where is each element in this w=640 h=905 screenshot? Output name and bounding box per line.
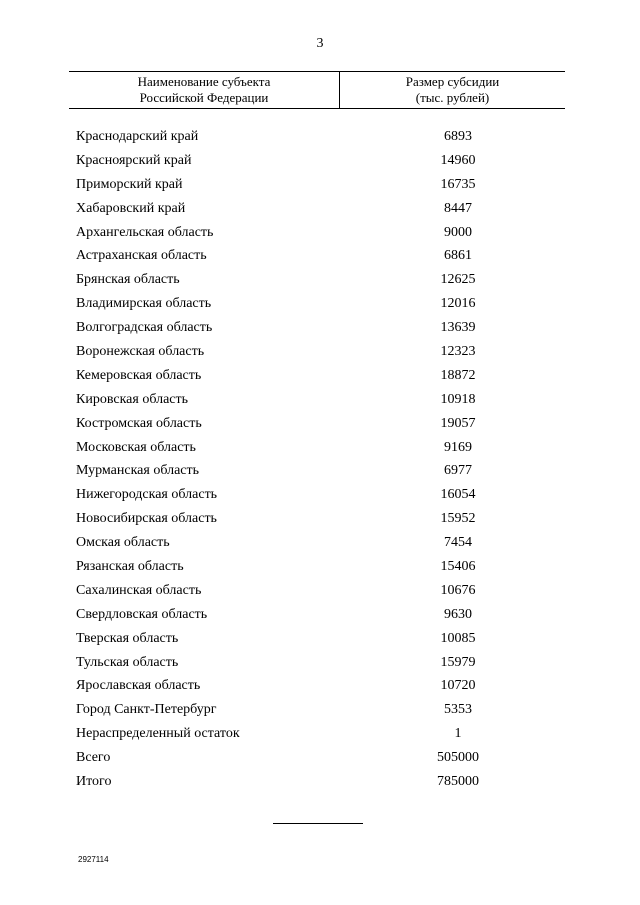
region-name-cell: Нераспределенный остаток — [76, 726, 240, 742]
region-name-cell: Город Санкт-Петербург — [76, 702, 217, 718]
subsidy-amount-cell: 15952 — [440, 511, 476, 527]
region-name-cell: Кемеровская область — [76, 367, 202, 383]
subsidy-amount-cell: 7454 — [444, 535, 472, 551]
subsidy-amount-cell: 9000 — [444, 224, 472, 240]
table-row — [69, 603, 565, 627]
table-row — [69, 459, 565, 483]
region-name-cell: Костромская область — [76, 415, 202, 431]
subsidy-amount-cell: 12016 — [440, 296, 476, 312]
closing-separator-line — [273, 823, 363, 824]
table-header — [69, 71, 565, 109]
region-name-cell: Нижегородская область — [76, 487, 218, 503]
region-name-cell: Новосибирская область — [76, 511, 217, 527]
subsidy-amount-cell: 6893 — [444, 128, 472, 144]
header-region-line2: Российской Федерации — [139, 90, 269, 105]
subsidy-amount-cell: 18872 — [440, 367, 476, 383]
subsidy-amount-cell: 505000 — [437, 750, 479, 766]
header-amount-line1: Размер субсидии — [405, 74, 500, 89]
region-name-cell: Тульская область — [76, 654, 179, 670]
region-name-cell: Итого — [76, 773, 112, 789]
subsidy-amount-cell: 12625 — [440, 272, 476, 288]
table-row — [69, 412, 565, 436]
subsidy-amount-cell: 6861 — [444, 248, 472, 264]
region-name-cell: Волгоградская область — [76, 320, 213, 336]
table-row — [69, 698, 565, 722]
subsidy-amount-cell: 5353 — [444, 702, 472, 718]
header-region-name — [69, 72, 340, 108]
region-name-cell: Рязанская область — [76, 558, 184, 574]
document-code: 2927114 — [78, 855, 109, 864]
region-name-cell: Краснодарский край — [76, 128, 199, 144]
table-row — [69, 651, 565, 675]
subsidy-amount-cell: 10720 — [440, 678, 476, 694]
subsidy-table — [69, 71, 565, 794]
region-name-cell: Свердловская область — [76, 606, 208, 622]
region-name-cell: Тверская область — [76, 630, 179, 646]
subsidy-amount-cell: 9630 — [444, 606, 472, 622]
region-name-cell: Ярославская область — [76, 678, 201, 694]
table-body — [69, 125, 565, 794]
table-row — [69, 746, 565, 770]
subsidy-amount-cell: 10085 — [440, 630, 476, 646]
subsidy-amount-cell: 13639 — [440, 320, 476, 336]
table-row — [69, 436, 565, 460]
region-name-cell: Воронежская область — [76, 343, 205, 359]
region-name-cell: Приморский край — [76, 176, 183, 192]
region-name-cell: Архангельская область — [76, 224, 214, 240]
region-name-cell: Брянская область — [76, 272, 180, 288]
region-name-cell: Омская область — [76, 535, 170, 551]
table-row — [69, 364, 565, 388]
header-region-line1: Наименование субъекта — [137, 74, 271, 89]
table-row — [69, 770, 565, 794]
subsidy-amount-cell: 10918 — [440, 391, 476, 407]
subsidy-amount-cell: 15406 — [440, 558, 476, 574]
table-row — [69, 244, 565, 268]
table-row — [69, 555, 565, 579]
region-name-cell: Владимирская область — [76, 296, 212, 312]
region-name-cell: Сахалинская область — [76, 582, 202, 598]
header-subsidy-amount — [340, 72, 565, 108]
region-name-cell: Кировская область — [76, 391, 189, 407]
table-row — [69, 340, 565, 364]
table-row — [69, 674, 565, 698]
table-row — [69, 531, 565, 555]
region-name-cell: Красноярский край — [76, 152, 192, 168]
subsidy-amount-cell: 12323 — [440, 343, 476, 359]
subsidy-amount-cell: 14960 — [440, 152, 476, 168]
table-row — [69, 507, 565, 531]
region-name-cell: Хабаровский край — [76, 200, 186, 216]
header-amount-line2: (тыс. рублей) — [415, 90, 490, 105]
subsidy-amount-cell: 9169 — [444, 439, 472, 455]
table-row — [69, 388, 565, 412]
region-name-cell: Астраханская область — [76, 248, 207, 264]
page-number: 3 — [316, 36, 324, 51]
subsidy-amount-cell: 8447 — [444, 200, 472, 216]
table-row — [69, 579, 565, 603]
region-name-cell: Мурманская область — [76, 463, 200, 479]
table-row — [69, 483, 565, 507]
subsidy-amount-cell: 15979 — [440, 654, 476, 670]
table-row — [69, 197, 565, 221]
table-row — [69, 722, 565, 746]
table-row — [69, 149, 565, 173]
subsidy-amount-cell: 10676 — [440, 582, 476, 598]
table-row — [69, 292, 565, 316]
subsidy-amount-cell: 6977 — [444, 463, 472, 479]
subsidy-amount-cell: 19057 — [440, 415, 476, 431]
region-name-cell: Всего — [76, 750, 111, 766]
table-row — [69, 268, 565, 292]
subsidy-amount-cell: 16735 — [440, 176, 476, 192]
table-row — [69, 627, 565, 651]
subsidy-amount-cell: 16054 — [440, 487, 476, 503]
table-row — [69, 316, 565, 340]
table-row — [69, 125, 565, 149]
region-name-cell: Московская область — [76, 439, 196, 455]
table-row — [69, 173, 565, 197]
subsidy-amount-cell: 785000 — [437, 773, 479, 789]
subsidy-amount-cell: 1 — [454, 726, 462, 742]
table-row — [69, 221, 565, 245]
